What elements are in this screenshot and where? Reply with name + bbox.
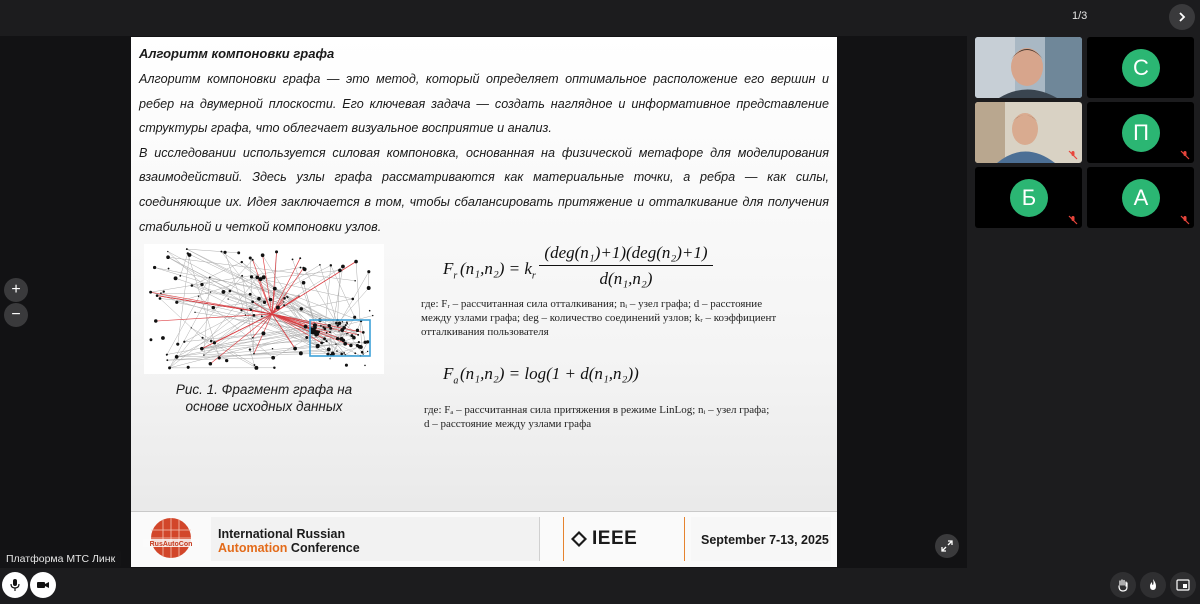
participant-avatar-4: П xyxy=(1122,114,1160,152)
slide-body xyxy=(139,67,829,239)
formula1-note-line2: между узлами графа; deg – количество соединений узлов; kᵣ – коэффициент xyxy=(421,312,777,324)
zoom-in-button[interactable]: + xyxy=(4,278,28,302)
next-slide-button[interactable] xyxy=(1169,4,1195,30)
formula2-note-line1: где: Fₐ – рассчитанная сила притяжения в режиме LinLog; nᵢ – узел графа; xyxy=(424,404,770,416)
formula2-rhs: (n₁,n₂) = log(1 + d(n₁,n₂)) xyxy=(460,364,639,383)
camera-button[interactable] xyxy=(30,572,56,598)
participant-avatar-2: С xyxy=(1122,49,1160,87)
hand-icon xyxy=(1116,578,1130,592)
participant-tile-6[interactable] xyxy=(1087,167,1194,228)
expand-icon xyxy=(941,540,953,552)
ieee-logo-text: IEEE xyxy=(592,528,638,549)
slide-paragraph-2: В исследовании используется силовая компоновка, основанная на физической метафоре для моделирования взаимодействий. Здесь узлы графа рассматриваются как материальные точки, а ребра — как силы, соединяющие их. Идея заключается в том, чтобы сбалансировать притяжение и отталкивание для получения стабильной и четкой компоновки узлов. xyxy=(139,145,829,234)
slide-footer xyxy=(131,511,837,567)
participant-tile-1[interactable] xyxy=(975,37,1082,98)
slide xyxy=(131,37,837,567)
figure-caption xyxy=(144,381,384,415)
mic-off-icon xyxy=(1068,215,1078,225)
graph-figure-image xyxy=(144,244,384,374)
mic-off-icon xyxy=(1068,150,1078,160)
formula-attraction xyxy=(443,362,703,388)
slide-title: Алгоритм компоновки графа xyxy=(139,46,335,61)
slide-paragraph-1: Алгоритм компоновки графа — это метод, который определяет оптимальное расположение его вершин и ребер на двумерной плоскости. Его ключевая задача — создать наглядное и информативное представление структуры графа, что облегчает визуальное восприятие и анализ. xyxy=(139,72,829,136)
participant-tile-3[interactable] xyxy=(975,102,1082,163)
flame-icon xyxy=(1146,578,1160,592)
formula1-denominator: d(n₁,n₂) xyxy=(599,269,653,288)
reactions-button[interactable] xyxy=(1140,572,1166,598)
participant-avatar-5: Б xyxy=(1010,179,1048,217)
formula-repulsion xyxy=(443,243,723,295)
formula1-lhs: F xyxy=(443,259,454,278)
figure-caption-line1: Рис. 1. Фрагмент графа на xyxy=(175,382,353,397)
rusautocon-logo xyxy=(141,516,201,564)
formula1-note xyxy=(421,297,821,339)
microphone-button[interactable] xyxy=(2,572,28,598)
participant-tile-5[interactable] xyxy=(975,167,1082,228)
conference-name-line1: International Russian xyxy=(218,527,346,541)
mic-off-icon xyxy=(1180,150,1190,160)
chevron-right-icon xyxy=(1176,11,1188,23)
ieee-logo-box xyxy=(563,517,685,561)
microphone-icon xyxy=(8,578,22,592)
figure-caption-line2: основе исходных данных xyxy=(185,399,343,414)
conference-name-box xyxy=(211,517,540,561)
logo-text: RusAutoCon xyxy=(149,541,193,548)
camera-icon xyxy=(36,578,50,592)
conference-name-line2 xyxy=(218,541,360,555)
formula2-note-line2: d – расстояние между узлами графа xyxy=(424,418,592,430)
formula1-args: (n₁,n₂) = k xyxy=(460,259,532,278)
formula2-lhs: F xyxy=(443,364,454,383)
platform-label: Платформа МТС Линк xyxy=(0,550,121,568)
formula2-lhs-sub: a xyxy=(453,375,459,387)
formula2-note xyxy=(424,403,824,431)
page-counter: 1/3 xyxy=(1072,10,1088,22)
formula1-note-line1: где: Fᵣ – рассчитанная сила отталкивания; nᵢ – узел графа; d – расстояние xyxy=(421,298,763,310)
formula1-lhs-sub: r xyxy=(453,270,458,282)
participant-video-3 xyxy=(975,102,1082,163)
ieee-diamond-icon xyxy=(570,530,588,548)
participant-tile-2[interactable] xyxy=(1087,37,1194,98)
bottom-control-bar xyxy=(0,568,1200,604)
conference-name-accent: Automation xyxy=(218,541,288,555)
conference-dates: September 7-13, 2025 xyxy=(701,533,829,547)
conference-name-rest: Conference xyxy=(287,541,360,555)
participant-video-1 xyxy=(975,37,1082,98)
top-bar xyxy=(0,0,1200,36)
raise-hand-button[interactable] xyxy=(1110,572,1136,598)
formula1-k-sub: r xyxy=(531,270,536,282)
mic-off-icon xyxy=(1180,215,1190,225)
zoom-out-button[interactable]: − xyxy=(4,303,28,327)
formula1-note-line3: отталкивания пользователя xyxy=(421,326,549,338)
participant-tile-4[interactable] xyxy=(1087,102,1194,163)
formula1-numerator: (deg(n₁)+1)(deg(n₂)+1) xyxy=(539,243,713,266)
participant-avatar-6: А xyxy=(1122,179,1160,217)
fullscreen-button[interactable] xyxy=(935,534,959,558)
screen-layout-icon xyxy=(1176,578,1190,592)
conference-dates-box xyxy=(691,517,831,561)
layout-button[interactable] xyxy=(1170,572,1196,598)
